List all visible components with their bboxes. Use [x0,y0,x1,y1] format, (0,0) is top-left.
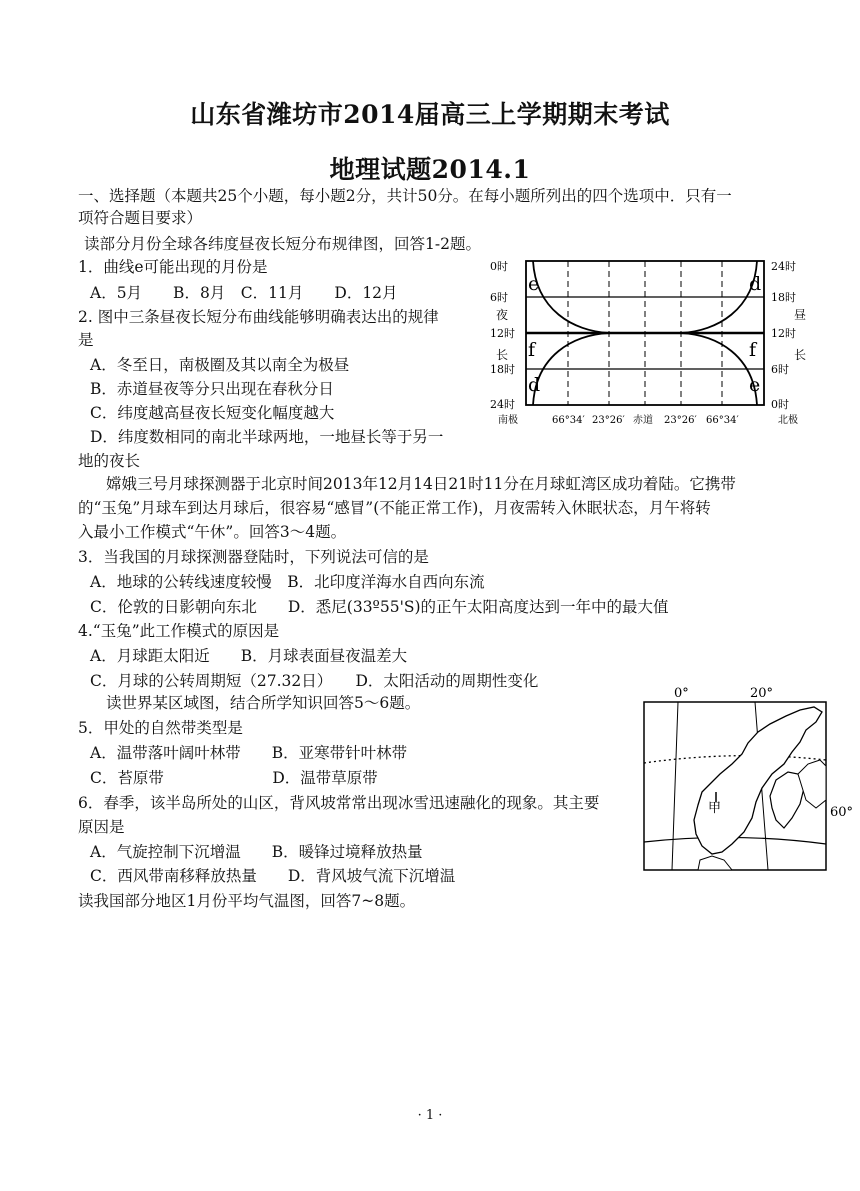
right-axis-char-2: 长 [794,348,807,362]
question-2-option-c: C．纬度越高昼夜长短变化幅度越大 [90,404,335,422]
finland-outline [770,772,804,828]
question-4-options-ab: A．月球距太阳近 B．月球表面昼夜温差大 [90,647,408,665]
question-6-options-ab: A．气旋控制下沉增温 B．暖锋过境释放热量 [90,843,423,861]
bottom-label-equator: 赤道 [633,415,653,426]
left-tick-3: 18时 [490,363,515,376]
bottom-label-s23: 23°26′ [592,415,625,426]
question-6-line1: 6．春季，该半岛所处的山区，背风坡常常出现冰雪迅速融化的现象。其主要 [78,794,600,812]
intro-q3-4-line2: 的“玉兔”月球车到达月球后，很容易“感冒”(不能正常工作)，月夜需转入休眠状态，月午将转 [78,499,711,517]
question-6-options-cd: C．西风带南移释放热量 D．背风坡气流下沉增温 [90,867,456,885]
bottom-label-n66: 66°34′ [706,415,739,426]
bottom-label-north-pole: 北极 [778,415,798,426]
question-2-option-a: A．冬至日，南极圈及其以南全为极昼 [90,356,350,374]
region-map-svg [640,680,858,875]
page-subtitle: 地理试题2014.1 [329,155,531,184]
bottom-label-s66: 66°34′ [552,415,585,426]
question-6-line2: 原因是 [78,818,125,836]
question-4-options-cd: C．月球的公转周期短（27.32日） D．太阳活动的周期性变化 [90,672,539,690]
left-tick-4: 24时 [490,398,515,411]
curve-label-d-left: d [528,374,541,396]
right-tick-4: 0时 [771,398,789,411]
question-5-options-ab: A．温带落叶阔叶林带 B．亚寒带针叶林带 [90,744,408,762]
question-2-line1: 2. 图中三条昼夜长短分布曲线能够明确表达出的规律 [78,308,439,326]
question-3-options-cd: C．伦敦的日影朝向东北 D．悉尼(33º55'S)的正午太阳高度达到一年中的最大值 [90,598,669,616]
meridian-0 [672,702,678,870]
section-instructions-line2: 项符合题目要求） [78,209,203,227]
curve-label-d-right: d [749,273,762,295]
right-tick-2: 12时 [771,327,796,340]
left-tick-2: 12时 [490,327,515,340]
page-number: · 1 · [417,1108,443,1123]
intro-q3-4-line3: 入最小工作模式“午休”。回答3～4题。 [78,523,347,541]
question-3-options-ab: A．地球的公转线速度较慢 B．北印度洋海水自西向东流 [90,573,485,591]
page-title: 山东省潍坊市2014届高三上学期期末考试 [190,100,670,129]
daylight-distribution-figure [488,255,810,430]
curve-label-e-left: e [528,273,540,295]
curve-label-e-right: e [749,374,761,396]
daylight-chart-svg [488,255,810,430]
intro-q5-6: 读世界某区域图，结合所学知识回答5～6题。 [106,694,421,712]
right-tick-0: 24时 [771,260,796,273]
question-2-option-b: B．赤道昼夜等分只出现在春秋分日 [90,380,334,398]
lon-label-20: 20° [750,686,774,701]
curve-label-f-left: f [528,339,536,361]
question-5: 5．甲处的自然带类型是 [78,719,243,737]
question-2-option-d-line2: 地的夜长 [78,452,141,470]
question-1-options: A．5月 B．8月 C．11月 D．12月 [90,284,398,302]
intro-q3-4-line1: 嫦娥三号月球探测器于北京时间2013年12月14日21时11分在月球虹湾区成功着陆。它携带 [106,475,736,493]
russia-coast-outline [798,760,826,808]
question-4: 4.“玉兔”此工作模式的原因是 [78,622,280,640]
section-instructions-line1: 一、选择题（本题共25个小题，每小题2分，共计50分。在每小题所列出的四个选项中．只有一 [78,187,732,205]
right-axis-char-1: 昼 [794,308,807,322]
left-tick-0: 0时 [490,260,508,273]
question-2-option-d-line1: D．纬度数相同的南北半球两地，一地昼长等于另一 [90,428,444,446]
intro-q7-8: 读我国部分地区1月份平均气温图，回答7~8题。 [78,892,416,910]
right-tick-3: 6时 [771,363,789,376]
right-tick-1: 18时 [771,291,796,304]
lon-label-0: 0° [674,686,689,701]
lat-label-60: 60° [830,805,854,820]
intro-q1-2: 读部分月份全球各纬度昼夜长短分布规律图，回答1-2题。 [84,235,481,253]
curve-label-f-right: f [749,339,757,361]
question-3: 3．当我国的月球探测器登陆时，下列说法可信的是 [78,548,429,566]
left-axis-char-2: 长 [496,348,509,362]
region-map-figure [640,680,858,875]
question-5-options-cd: C．苔原带 D．温带草原带 [90,769,378,787]
bottom-label-south-pole: 南极 [498,415,518,426]
question-1: 1．曲线e可能出现的月份是 [78,258,268,276]
left-tick-1: 6时 [490,291,508,304]
question-2-line2: 是 [78,331,94,349]
jutland-outline [698,856,732,870]
place-label-jia: 甲 [708,801,722,816]
left-axis-char-1: 夜 [496,308,509,322]
bottom-label-n23: 23°26′ [664,415,697,426]
